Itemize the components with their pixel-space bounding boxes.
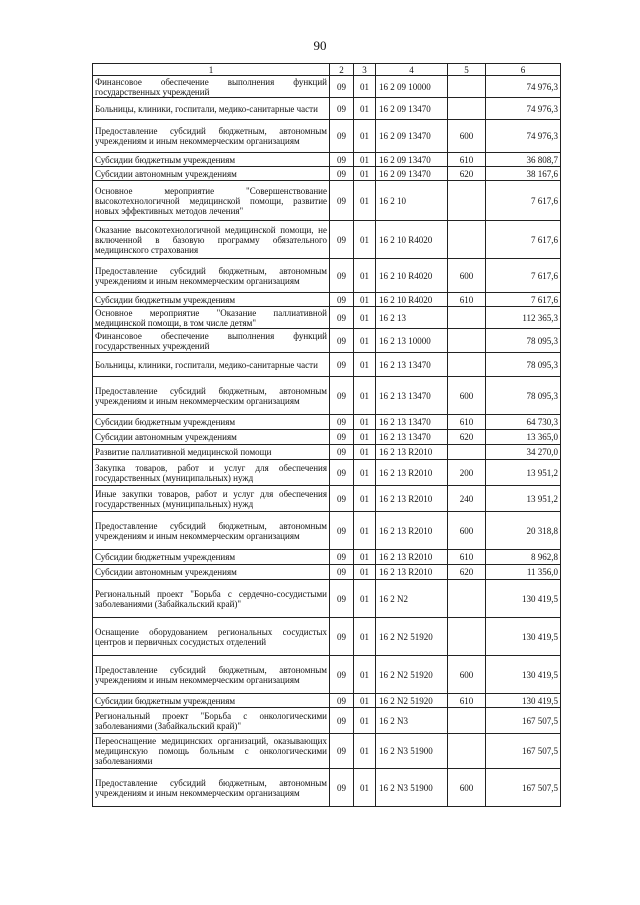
row-name: Финансовое обеспечение выполнения функций государственных учреждений xyxy=(93,329,330,353)
row-subsection: 01 xyxy=(354,708,376,734)
row-expense-type xyxy=(448,580,486,618)
row-target-code: 16 2 13 R2010 xyxy=(376,460,448,486)
row-amount: 8 962,8 xyxy=(486,550,561,565)
row-target-code: 16 2 13 10000 xyxy=(376,329,448,353)
row-name: Предоставление субсидий бюджетным, автономным учреждениям и иным некоммерческим организациям xyxy=(93,512,330,550)
table-row xyxy=(93,694,561,708)
table-row xyxy=(93,120,561,153)
row-amount: 167 507,5 xyxy=(486,708,561,734)
row-amount: 78 095,3 xyxy=(486,329,561,353)
row-amount: 74 976,3 xyxy=(486,76,561,98)
row-section: 09 xyxy=(330,656,354,694)
row-subsection: 01 xyxy=(354,98,376,120)
row-subsection: 01 xyxy=(354,618,376,656)
row-section: 09 xyxy=(330,734,354,769)
row-section: 09 xyxy=(330,329,354,353)
row-expense-type: 610 xyxy=(448,694,486,708)
row-target-code: 16 2 10 R4020 xyxy=(376,293,448,307)
row-expense-type xyxy=(448,708,486,734)
row-subsection: 01 xyxy=(354,167,376,181)
header-row xyxy=(93,64,561,76)
row-amount: 167 507,5 xyxy=(486,734,561,769)
row-target-code: 16 2 09 13470 xyxy=(376,167,448,181)
row-amount: 7 617,6 xyxy=(486,293,561,307)
row-amount: 7 617,6 xyxy=(486,259,561,293)
row-subsection: 01 xyxy=(354,377,376,415)
row-amount: 34 270,0 xyxy=(486,445,561,460)
row-subsection: 01 xyxy=(354,353,376,377)
row-amount: 38 167,6 xyxy=(486,167,561,181)
row-name: Оснащение оборудованием региональных сосудистых центров и первичных сосудистых отделений xyxy=(93,618,330,656)
row-name: Субсидии бюджетным учреждениям xyxy=(93,415,330,430)
row-expense-type: 620 xyxy=(448,430,486,445)
table-row xyxy=(93,618,561,656)
row-section: 09 xyxy=(330,415,354,430)
row-section: 09 xyxy=(330,618,354,656)
row-target-code: 16 2 N3 xyxy=(376,708,448,734)
row-expense-type: 600 xyxy=(448,512,486,550)
row-section: 09 xyxy=(330,259,354,293)
table-row xyxy=(93,708,561,734)
row-name: Региональный проект "Борьба с онкологическими заболеваниями (Забайкальский край)" xyxy=(93,708,330,734)
row-subsection: 01 xyxy=(354,445,376,460)
row-expense-type xyxy=(448,76,486,98)
header-col-5: 5 xyxy=(448,64,486,76)
table-row xyxy=(93,153,561,167)
row-expense-type: 620 xyxy=(448,167,486,181)
row-subsection: 01 xyxy=(354,76,376,98)
row-expense-type: 600 xyxy=(448,259,486,293)
row-target-code: 16 2 10 R4020 xyxy=(376,259,448,293)
row-subsection: 01 xyxy=(354,565,376,580)
row-amount: 7 617,6 xyxy=(486,221,561,259)
row-section: 09 xyxy=(330,120,354,153)
row-subsection: 01 xyxy=(354,181,376,221)
row-subsection: 01 xyxy=(354,694,376,708)
table-row xyxy=(93,486,561,512)
row-amount: 11 356,0 xyxy=(486,565,561,580)
row-expense-type xyxy=(448,618,486,656)
table-row xyxy=(93,221,561,259)
table-row xyxy=(93,580,561,618)
row-name: Предоставление субсидий бюджетным, автономным учреждениям и иным некоммерческим организациям xyxy=(93,259,330,293)
row-section: 09 xyxy=(330,512,354,550)
row-expense-type: 600 xyxy=(448,377,486,415)
row-target-code: 16 2 13 xyxy=(376,307,448,329)
row-amount: 78 095,3 xyxy=(486,353,561,377)
table-row xyxy=(93,167,561,181)
row-target-code: 16 2 13 R2010 xyxy=(376,445,448,460)
row-name: Закупка товаров, работ и услуг для обеспечения государственных (муниципальных) нужд xyxy=(93,460,330,486)
row-expense-type: 600 xyxy=(448,120,486,153)
row-section: 09 xyxy=(330,580,354,618)
row-subsection: 01 xyxy=(354,430,376,445)
row-subsection: 01 xyxy=(354,415,376,430)
row-target-code: 16 2 10 R4020 xyxy=(376,221,448,259)
row-section: 09 xyxy=(330,98,354,120)
row-subsection: 01 xyxy=(354,329,376,353)
row-section: 09 xyxy=(330,486,354,512)
row-expense-type: 610 xyxy=(448,415,486,430)
row-name: Финансовое обеспечение выполнения функций государственных учреждений xyxy=(93,76,330,98)
row-expense-type xyxy=(448,307,486,329)
row-expense-type: 610 xyxy=(448,550,486,565)
table-row xyxy=(93,430,561,445)
row-subsection: 01 xyxy=(354,734,376,769)
row-subsection: 01 xyxy=(354,221,376,259)
row-expense-type: 200 xyxy=(448,460,486,486)
row-amount: 13 365,0 xyxy=(486,430,561,445)
row-target-code: 16 2 09 13470 xyxy=(376,120,448,153)
row-section: 09 xyxy=(330,769,354,807)
row-name: Субсидии бюджетным учреждениям xyxy=(93,694,330,708)
row-target-code: 16 2 13 13470 xyxy=(376,430,448,445)
table-row xyxy=(93,259,561,293)
row-amount: 130 419,5 xyxy=(486,580,561,618)
table-row xyxy=(93,656,561,694)
row-name: Иные закупки товаров, работ и услуг для обеспечения государственных (муниципальных) нужд xyxy=(93,486,330,512)
row-expense-type xyxy=(448,221,486,259)
row-section: 09 xyxy=(330,167,354,181)
row-name: Основное мероприятие "Совершенствование высокотехнологичной медицинской помощи, развитие новых эффективных методов лечения" xyxy=(93,181,330,221)
table-row xyxy=(93,512,561,550)
row-expense-type: 610 xyxy=(448,153,486,167)
budget-table xyxy=(92,63,561,807)
row-name: Переоснащение медицинских организаций, оказывающих медицинскую помощь больным с онкологическими заболеваниями xyxy=(93,734,330,769)
row-target-code: 16 2 N3 51900 xyxy=(376,734,448,769)
row-section: 09 xyxy=(330,221,354,259)
row-section: 09 xyxy=(330,76,354,98)
row-subsection: 01 xyxy=(354,307,376,329)
row-subsection: 01 xyxy=(354,153,376,167)
row-name: Предоставление субсидий бюджетным, автономным учреждениям и иным некоммерческим организациям xyxy=(93,120,330,153)
table-row xyxy=(93,734,561,769)
header-col-2: 2 xyxy=(330,64,354,76)
row-target-code: 16 2 13 R2010 xyxy=(376,512,448,550)
row-amount: 130 419,5 xyxy=(486,618,561,656)
row-subsection: 01 xyxy=(354,486,376,512)
row-section: 09 xyxy=(330,153,354,167)
row-expense-type xyxy=(448,98,486,120)
row-name: Предоставление субсидий бюджетным, автономным учреждениям и иным некоммерческим организациям xyxy=(93,656,330,694)
row-section: 09 xyxy=(330,377,354,415)
row-target-code: 16 2 13 13470 xyxy=(376,377,448,415)
row-section: 09 xyxy=(330,445,354,460)
row-name: Развитие паллиативной медицинской помощи xyxy=(93,445,330,460)
table-row xyxy=(93,307,561,329)
row-target-code: 16 2 09 13470 xyxy=(376,153,448,167)
table-row xyxy=(93,98,561,120)
table-row xyxy=(93,445,561,460)
row-expense-type: 620 xyxy=(448,565,486,580)
row-amount: 130 419,5 xyxy=(486,656,561,694)
table-row xyxy=(93,293,561,307)
row-name: Субсидии автономным учреждениям xyxy=(93,565,330,580)
row-name: Субсидии автономным учреждениям xyxy=(93,167,330,181)
row-amount: 130 419,5 xyxy=(486,694,561,708)
row-target-code: 16 2 10 xyxy=(376,181,448,221)
row-target-code: 16 2 N2 51920 xyxy=(376,694,448,708)
row-section: 09 xyxy=(330,565,354,580)
row-amount: 74 976,3 xyxy=(486,98,561,120)
table-row xyxy=(93,565,561,580)
row-section: 09 xyxy=(330,353,354,377)
row-section: 09 xyxy=(330,293,354,307)
row-section: 09 xyxy=(330,694,354,708)
table-row xyxy=(93,76,561,98)
row-amount: 13 951,2 xyxy=(486,486,561,512)
row-name: Больницы, клиники, госпитали, медико-санитарные части xyxy=(93,353,330,377)
row-amount: 13 951,2 xyxy=(486,460,561,486)
row-name: Субсидии автономным учреждениям xyxy=(93,430,330,445)
row-target-code: 16 2 09 10000 xyxy=(376,76,448,98)
row-amount: 78 095,3 xyxy=(486,377,561,415)
row-section: 09 xyxy=(330,181,354,221)
table-row xyxy=(93,415,561,430)
row-name: Предоставление субсидий бюджетным, автономным учреждениям и иным некоммерческим организациям xyxy=(93,769,330,807)
row-name: Больницы, клиники, госпитали, медико-санитарные части xyxy=(93,98,330,120)
row-expense-type: 240 xyxy=(448,486,486,512)
table-row xyxy=(93,181,561,221)
row-expense-type: 610 xyxy=(448,293,486,307)
row-target-code: 16 2 N3 51900 xyxy=(376,769,448,807)
table-row xyxy=(93,329,561,353)
row-subsection: 01 xyxy=(354,120,376,153)
row-amount: 64 730,3 xyxy=(486,415,561,430)
row-subsection: 01 xyxy=(354,460,376,486)
row-target-code: 16 2 N2 xyxy=(376,580,448,618)
header-col-6: 6 xyxy=(486,64,561,76)
row-amount: 7 617,6 xyxy=(486,181,561,221)
row-amount: 167 507,5 xyxy=(486,769,561,807)
row-target-code: 16 2 09 13470 xyxy=(376,98,448,120)
row-expense-type xyxy=(448,329,486,353)
row-target-code: 16 2 13 13470 xyxy=(376,353,448,377)
row-amount: 74 976,3 xyxy=(486,120,561,153)
row-target-code: 16 2 13 R2010 xyxy=(376,486,448,512)
row-name: Оказание высокотехнологичной медицинской помощи, не включенной в базовую программу обязательного медицинского страхования xyxy=(93,221,330,259)
header-col-3: 3 xyxy=(354,64,376,76)
row-expense-type xyxy=(448,445,486,460)
row-subsection: 01 xyxy=(354,259,376,293)
table-row xyxy=(93,353,561,377)
row-amount: 112 365,3 xyxy=(486,307,561,329)
table-row xyxy=(93,769,561,807)
row-subsection: 01 xyxy=(354,512,376,550)
row-name: Предоставление субсидий бюджетным, автономным учреждениям и иным некоммерческим организациям xyxy=(93,377,330,415)
table-row xyxy=(93,460,561,486)
page-number: 90 xyxy=(313,38,327,53)
row-section: 09 xyxy=(330,307,354,329)
row-subsection: 01 xyxy=(354,580,376,618)
table-row xyxy=(93,377,561,415)
row-target-code: 16 2 N2 51920 xyxy=(376,656,448,694)
row-subsection: 01 xyxy=(354,656,376,694)
row-expense-type: 600 xyxy=(448,656,486,694)
row-amount: 20 318,8 xyxy=(486,512,561,550)
row-section: 09 xyxy=(330,550,354,565)
row-name: Региональный проект "Борьба с сердечно-сосудистыми заболеваниями (Забайкальский край)" xyxy=(93,580,330,618)
header-col-4: 4 xyxy=(376,64,448,76)
row-name: Субсидии бюджетным учреждениям xyxy=(93,153,330,167)
row-subsection: 01 xyxy=(354,550,376,565)
row-section: 09 xyxy=(330,460,354,486)
row-name: Субсидии бюджетным учреждениям xyxy=(93,293,330,307)
header-col-1: 1 xyxy=(93,64,330,76)
row-expense-type: 600 xyxy=(448,769,486,807)
row-amount: 36 808,7 xyxy=(486,153,561,167)
table-row xyxy=(93,550,561,565)
row-name: Субсидии бюджетным учреждениям xyxy=(93,550,330,565)
row-target-code: 16 2 N2 51920 xyxy=(376,618,448,656)
row-expense-type xyxy=(448,181,486,221)
row-target-code: 16 2 13 13470 xyxy=(376,415,448,430)
row-section: 09 xyxy=(330,430,354,445)
row-target-code: 16 2 13 R2010 xyxy=(376,550,448,565)
row-expense-type xyxy=(448,734,486,769)
row-target-code: 16 2 13 R2010 xyxy=(376,565,448,580)
row-name: Основное мероприятие "Оказание паллиативной медицинской помощи, в том числе детям" xyxy=(93,307,330,329)
row-subsection: 01 xyxy=(354,293,376,307)
row-subsection: 01 xyxy=(354,769,376,807)
row-section: 09 xyxy=(330,708,354,734)
row-expense-type xyxy=(448,353,486,377)
